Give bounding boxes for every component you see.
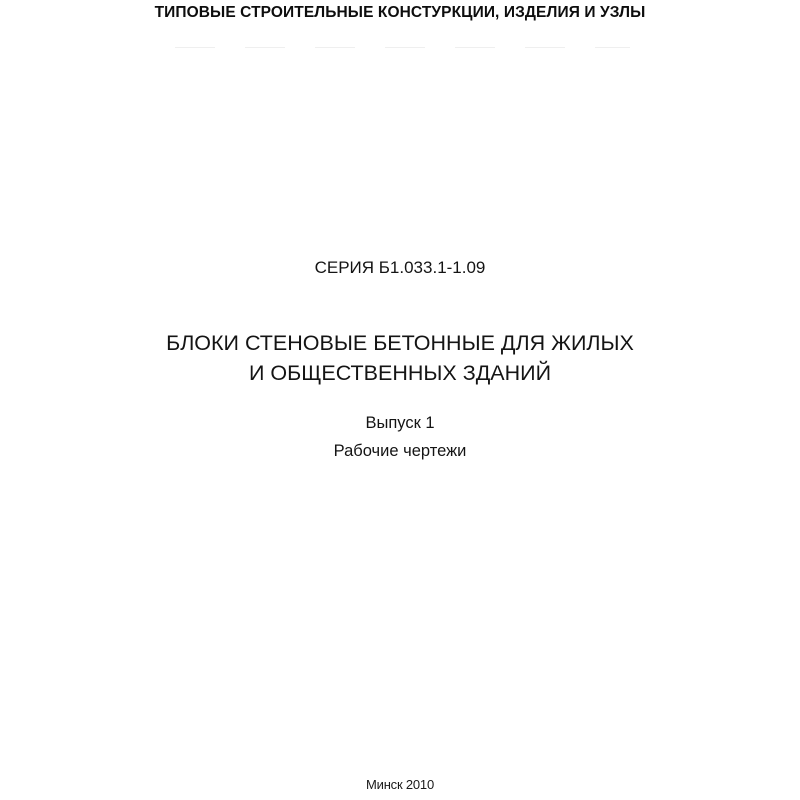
series-category-header: ТИПОВЫЕ СТРОИТЕЛЬНЫЕ КОНСТУРКЦИИ, ИЗДЕЛИЯ И УЗЛЫ: [154, 4, 646, 21]
series-code: СЕРИЯ Б1.033.1-1.09: [314, 258, 486, 277]
document-title-line-2: И ОБЩЕСТВЕННЫХ ЗДАНИЙ: [248, 361, 552, 385]
header-divider: [175, 47, 630, 48]
imprint-place-year: Минск 2010: [366, 777, 434, 792]
document-title-line-1: БЛОКИ СТЕНОВЫЕ БЕТОННЫЕ ДЛЯ ЖИЛЫХ: [166, 331, 634, 355]
issue-subtitle: Рабочие чертежи: [333, 442, 467, 460]
issue-number: Выпуск 1: [365, 414, 435, 432]
